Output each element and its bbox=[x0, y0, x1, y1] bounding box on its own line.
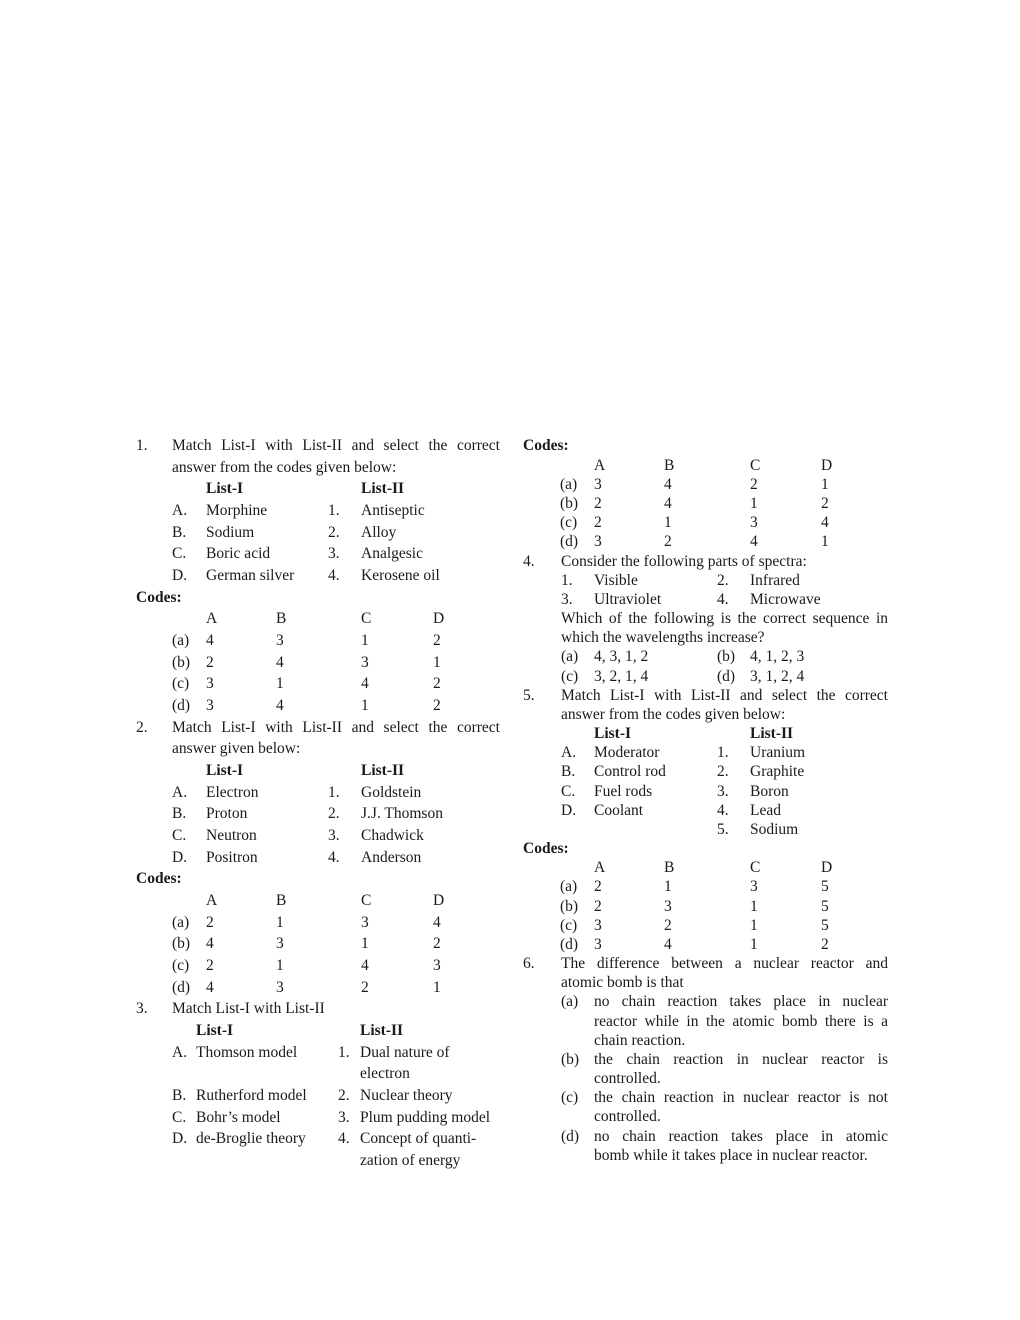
code-value: 4 bbox=[361, 675, 369, 692]
list-2-header: List-II bbox=[361, 480, 405, 497]
question-text: atomic bomb is that bbox=[561, 974, 684, 991]
list-1-item: Moderator bbox=[594, 744, 660, 761]
list-2-item: Lead bbox=[750, 802, 781, 819]
question-text: Match List-I with List-II and select the correct bbox=[172, 719, 500, 736]
code-value: 4 bbox=[664, 936, 672, 953]
option-label: (b) bbox=[717, 648, 736, 665]
list-1-item: Positron bbox=[206, 849, 258, 866]
list-2-header: List-II bbox=[750, 725, 794, 742]
code-option: (a) bbox=[172, 914, 190, 931]
code-value: 2 bbox=[594, 495, 602, 512]
codes-label: Codes: bbox=[136, 589, 182, 606]
code-option: (d) bbox=[560, 533, 579, 550]
code-value: 3 bbox=[594, 476, 602, 493]
list-key: B. bbox=[172, 1087, 187, 1104]
code-value: 3 bbox=[361, 914, 369, 931]
list-2-item-continued: zation of energy bbox=[360, 1152, 461, 1169]
list-2-number: 1. bbox=[717, 744, 729, 761]
code-header: D bbox=[433, 892, 445, 909]
code-value: 1 bbox=[433, 979, 441, 996]
list-2-item: Nuclear theory bbox=[360, 1087, 453, 1104]
code-option: (c) bbox=[560, 514, 578, 531]
code-option: (a) bbox=[560, 476, 578, 493]
code-option: (a) bbox=[172, 632, 190, 649]
spectra-part: Ultraviolet bbox=[594, 591, 662, 608]
spectra-part: Infrared bbox=[750, 572, 800, 589]
option-text: the chain reaction in nuclear reactor is not bbox=[594, 1089, 888, 1106]
question-text: Which of the following is the correct sequence in bbox=[561, 610, 888, 627]
list-2-number: 3. bbox=[338, 1109, 350, 1126]
code-value: 2 bbox=[361, 979, 369, 996]
list-key: A. bbox=[172, 1044, 188, 1061]
option-label: (c) bbox=[561, 668, 579, 685]
question-text: which the wavelengths increase? bbox=[561, 629, 765, 646]
option-text: 4, 1, 2, 3 bbox=[750, 648, 805, 665]
list-2-item: Sodium bbox=[750, 821, 799, 838]
list-1-item: Boric acid bbox=[206, 545, 271, 562]
list-1-header: List-I bbox=[196, 1022, 234, 1039]
code-value: 1 bbox=[361, 632, 369, 649]
code-value: 2 bbox=[433, 697, 441, 714]
list-1-item: Proton bbox=[206, 805, 248, 822]
code-value: 1 bbox=[750, 936, 758, 953]
list-2-number: 3. bbox=[328, 827, 340, 844]
code-value: 3 bbox=[750, 514, 758, 531]
question-text: The difference between a nuclear reactor and bbox=[561, 955, 888, 972]
list-1-item: Electron bbox=[206, 784, 259, 801]
list-2-item: Dual nature of bbox=[360, 1044, 450, 1061]
list-2-item: Alloy bbox=[361, 524, 397, 541]
spectra-part: Visible bbox=[594, 572, 638, 589]
code-value: 3 bbox=[276, 935, 284, 952]
code-value: 4 bbox=[206, 979, 214, 996]
code-value: 2 bbox=[821, 936, 829, 953]
code-header: A bbox=[206, 610, 218, 627]
list-1-item: Thomson model bbox=[196, 1044, 298, 1061]
code-value: 3 bbox=[276, 632, 284, 649]
code-value: 1 bbox=[276, 675, 284, 692]
option-text: chain reaction. bbox=[594, 1032, 686, 1049]
list-2-item: Goldstein bbox=[361, 784, 422, 801]
code-header: A bbox=[206, 892, 218, 909]
code-value: 4 bbox=[750, 533, 758, 550]
code-value: 1 bbox=[276, 914, 284, 931]
list-key: B. bbox=[172, 524, 187, 541]
option-text: no chain reaction takes place in nuclear bbox=[594, 993, 888, 1010]
code-value: 1 bbox=[361, 697, 369, 714]
code-header: C bbox=[361, 610, 372, 627]
option-label: (b) bbox=[561, 1051, 580, 1068]
code-header: B bbox=[664, 859, 675, 876]
code-option: (d) bbox=[560, 936, 579, 953]
list-key: A. bbox=[172, 502, 188, 519]
code-option: (c) bbox=[172, 957, 190, 974]
option-text: controlled. bbox=[594, 1108, 661, 1125]
code-option: (b) bbox=[560, 898, 579, 915]
option-text: controlled. bbox=[594, 1070, 661, 1087]
list-2-number: 1. bbox=[328, 502, 340, 519]
code-value: 1 bbox=[750, 495, 758, 512]
question-text: Match List-I with List-II bbox=[172, 1000, 325, 1017]
list-1-item: Coolant bbox=[594, 802, 644, 819]
list-1-item: Rutherford model bbox=[196, 1087, 307, 1104]
list-key: A. bbox=[561, 744, 577, 761]
list-1-header: List-I bbox=[206, 480, 244, 497]
spectra-number: 2. bbox=[717, 572, 729, 589]
code-header: D bbox=[821, 859, 833, 876]
list-key: C. bbox=[172, 1109, 187, 1126]
option-label: (d) bbox=[561, 1128, 580, 1145]
code-value: 4 bbox=[664, 495, 672, 512]
code-value: 1 bbox=[276, 957, 284, 974]
code-option: (b) bbox=[172, 935, 191, 952]
option-label: (d) bbox=[717, 668, 736, 685]
code-value: 3 bbox=[433, 957, 441, 974]
code-value: 1 bbox=[664, 514, 672, 531]
list-2-item: Chadwick bbox=[361, 827, 424, 844]
spectra-part: Microwave bbox=[750, 591, 821, 608]
list-2-item: Kerosene oil bbox=[361, 567, 440, 584]
list-2-item-continued: electron bbox=[360, 1065, 410, 1082]
code-value: 1 bbox=[750, 917, 758, 934]
list-key: D. bbox=[172, 1130, 188, 1147]
code-value: 2 bbox=[664, 533, 672, 550]
code-value: 3 bbox=[594, 917, 602, 934]
code-value: 4 bbox=[664, 476, 672, 493]
spectra-number: 3. bbox=[561, 591, 573, 608]
list-2-number: 5. bbox=[717, 821, 729, 838]
list-key: D. bbox=[172, 849, 188, 866]
code-value: 3 bbox=[664, 898, 672, 915]
list-2-item: Uranium bbox=[750, 744, 806, 761]
question-number: 4. bbox=[523, 553, 535, 570]
list-2-number: 3. bbox=[717, 783, 729, 800]
list-2-number: 4. bbox=[338, 1130, 350, 1147]
code-option: (d) bbox=[172, 697, 191, 714]
code-header: D bbox=[433, 610, 445, 627]
code-header: B bbox=[276, 610, 287, 627]
codes-label: Codes: bbox=[523, 840, 569, 857]
option-text: bomb while it takes place in nuclear reactor. bbox=[594, 1147, 868, 1164]
code-value: 1 bbox=[821, 533, 829, 550]
list-key: B. bbox=[172, 805, 187, 822]
code-header: A bbox=[594, 859, 606, 876]
question-text: answer from the codes given below: bbox=[172, 459, 397, 476]
list-1-item: Neutron bbox=[206, 827, 257, 844]
code-value: 3 bbox=[361, 654, 369, 671]
code-value: 4 bbox=[276, 654, 284, 671]
code-value: 4 bbox=[821, 514, 829, 531]
option-label: (a) bbox=[561, 993, 579, 1010]
question-number: 3. bbox=[136, 1000, 148, 1017]
code-value: 1 bbox=[361, 935, 369, 952]
option-text: the chain reaction in nuclear reactor is bbox=[594, 1051, 888, 1068]
list-2-item: J.J. Thomson bbox=[361, 805, 443, 822]
code-header: A bbox=[594, 457, 606, 474]
list-2-number: 1. bbox=[328, 784, 340, 801]
code-header: C bbox=[750, 457, 761, 474]
list-2-item: Antiseptic bbox=[361, 502, 425, 519]
spectra-number: 4. bbox=[717, 591, 729, 608]
question-text: answer from the codes given below: bbox=[561, 706, 786, 723]
code-value: 3 bbox=[750, 878, 758, 895]
code-option: (d) bbox=[172, 979, 191, 996]
code-value: 1 bbox=[664, 878, 672, 895]
code-value: 2 bbox=[206, 654, 214, 671]
list-1-item: Bohr’s model bbox=[196, 1109, 281, 1126]
list-2-number: 2. bbox=[328, 805, 340, 822]
option-label: (c) bbox=[561, 1089, 579, 1106]
list-2-item: Boron bbox=[750, 783, 789, 800]
option-text: 3, 2, 1, 4 bbox=[594, 668, 649, 685]
code-header: C bbox=[750, 859, 761, 876]
question-text: Consider the following parts of spectra: bbox=[561, 553, 807, 570]
code-option: (b) bbox=[172, 654, 191, 671]
option-text: reactor while in the atomic bomb there is a bbox=[594, 1013, 888, 1030]
list-1-header: List-I bbox=[206, 762, 244, 779]
list-1-item: Morphine bbox=[206, 502, 268, 519]
list-key: D. bbox=[561, 802, 577, 819]
list-1-item: de-Broglie theory bbox=[196, 1130, 306, 1147]
code-header: B bbox=[664, 457, 675, 474]
code-value: 1 bbox=[750, 898, 758, 915]
code-value: 5 bbox=[821, 878, 829, 895]
code-value: 2 bbox=[664, 917, 672, 934]
question-text: Match List-I with List-II and select the correct bbox=[561, 687, 888, 704]
list-2-number: 4. bbox=[328, 567, 340, 584]
list-2-number: 3. bbox=[328, 545, 340, 562]
question-text: answer given below: bbox=[172, 740, 301, 757]
option-text: 4, 3, 1, 2 bbox=[594, 648, 649, 665]
list-2-item: Concept of quanti- bbox=[360, 1130, 477, 1147]
code-header: D bbox=[821, 457, 833, 474]
code-option: (b) bbox=[560, 495, 579, 512]
list-2-number: 2. bbox=[338, 1087, 350, 1104]
list-2-header: List-II bbox=[361, 762, 405, 779]
list-2-number: 1. bbox=[338, 1044, 350, 1061]
option-text: 3, 1, 2, 4 bbox=[750, 668, 805, 685]
code-value: 2 bbox=[433, 675, 441, 692]
code-value: 2 bbox=[594, 514, 602, 531]
code-option: (c) bbox=[172, 675, 190, 692]
option-label: (a) bbox=[561, 648, 579, 665]
question-text: Match List-I with List-II and select the correct bbox=[172, 437, 500, 454]
list-1-item: German silver bbox=[206, 567, 295, 584]
list-2-number: 2. bbox=[717, 763, 729, 780]
code-value: 4 bbox=[276, 697, 284, 714]
list-1-item: Fuel rods bbox=[594, 783, 653, 800]
codes-label: Codes: bbox=[523, 437, 569, 454]
code-option: (c) bbox=[560, 917, 578, 934]
list-1-header: List-I bbox=[594, 725, 632, 742]
question-number: 1. bbox=[136, 437, 148, 454]
code-value: 3 bbox=[594, 533, 602, 550]
list-1-item: Control rod bbox=[594, 763, 666, 780]
code-value: 3 bbox=[206, 675, 214, 692]
list-2-item: Analgesic bbox=[361, 545, 423, 562]
list-1-item: Sodium bbox=[206, 524, 255, 541]
list-key: C. bbox=[172, 827, 187, 844]
code-value: 1 bbox=[821, 476, 829, 493]
list-2-number: 4. bbox=[328, 849, 340, 866]
code-option: (a) bbox=[560, 878, 578, 895]
list-key: D. bbox=[172, 567, 188, 584]
code-value: 3 bbox=[276, 979, 284, 996]
code-value: 2 bbox=[206, 957, 214, 974]
code-value: 1 bbox=[433, 654, 441, 671]
spectra-number: 1. bbox=[561, 572, 573, 589]
code-value: 2 bbox=[433, 632, 441, 649]
code-value: 2 bbox=[750, 476, 758, 493]
question-number: 5. bbox=[523, 687, 535, 704]
code-value: 5 bbox=[821, 917, 829, 934]
code-header: B bbox=[276, 892, 287, 909]
code-value: 2 bbox=[594, 898, 602, 915]
code-value: 3 bbox=[594, 936, 602, 953]
list-2-number: 2. bbox=[328, 524, 340, 541]
code-value: 2 bbox=[821, 495, 829, 512]
list-2-item: Graphite bbox=[750, 763, 805, 780]
code-header: C bbox=[361, 892, 372, 909]
list-key: B. bbox=[561, 763, 576, 780]
code-value: 5 bbox=[821, 898, 829, 915]
code-value: 2 bbox=[594, 878, 602, 895]
code-value: 3 bbox=[206, 697, 214, 714]
code-value: 4 bbox=[206, 632, 214, 649]
code-value: 4 bbox=[361, 957, 369, 974]
list-key: C. bbox=[172, 545, 187, 562]
list-key: C. bbox=[561, 783, 576, 800]
code-value: 2 bbox=[206, 914, 214, 931]
list-2-item: Anderson bbox=[361, 849, 422, 866]
list-2-item: Plum pudding model bbox=[360, 1109, 491, 1126]
code-value: 4 bbox=[206, 935, 214, 952]
question-number: 6. bbox=[523, 955, 535, 972]
list-2-header: List-II bbox=[360, 1022, 404, 1039]
code-value: 4 bbox=[433, 914, 441, 931]
list-2-number: 4. bbox=[717, 802, 729, 819]
codes-label: Codes: bbox=[136, 870, 182, 887]
option-text: no chain reaction takes place in atomic bbox=[594, 1128, 888, 1145]
question-number: 2. bbox=[136, 719, 148, 736]
code-value: 2 bbox=[433, 935, 441, 952]
list-key: A. bbox=[172, 784, 188, 801]
